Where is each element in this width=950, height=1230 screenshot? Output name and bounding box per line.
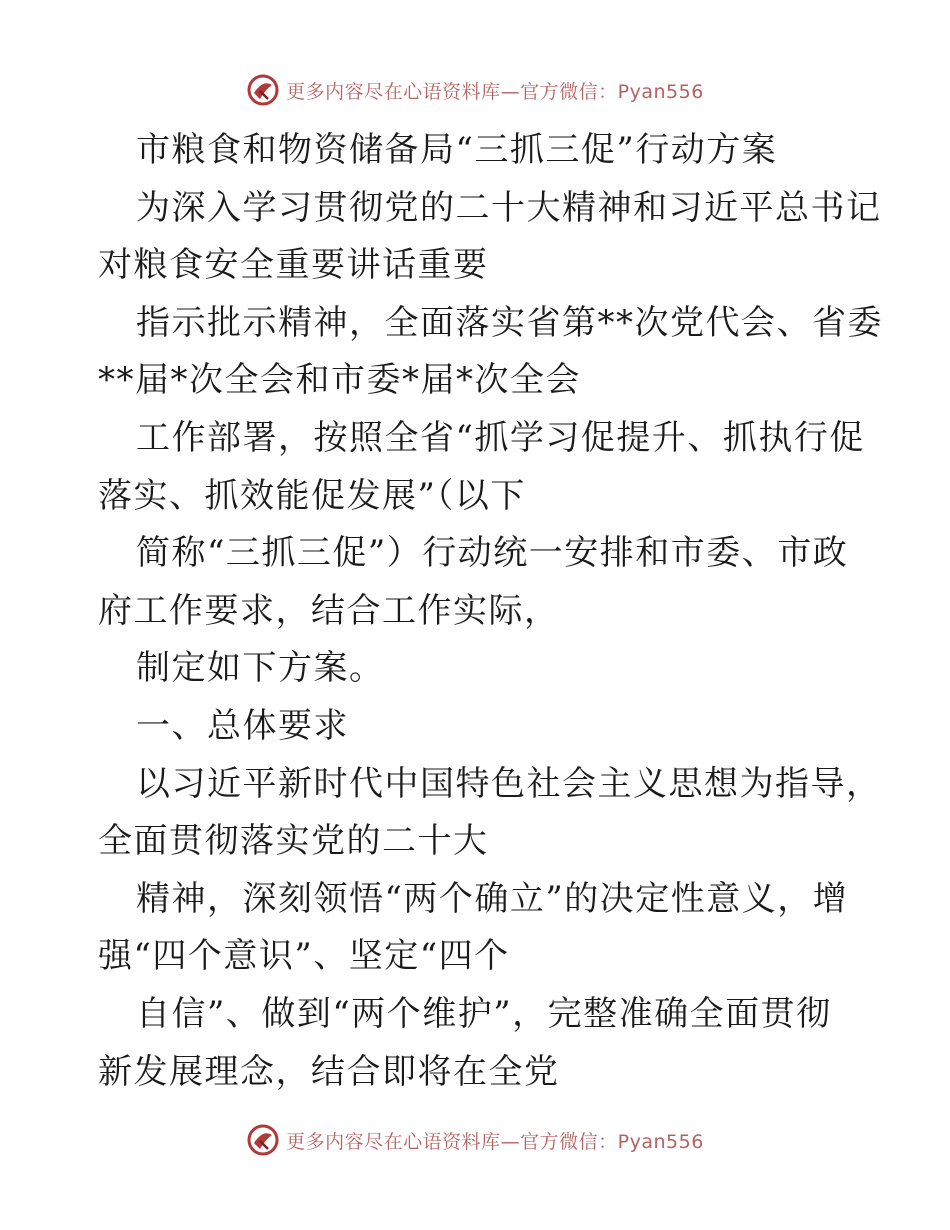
wm-logo-icon [246, 73, 280, 107]
text-line: 指示批示精神，全面落实省第**次党代会、省委 [136, 302, 883, 343]
text-line: 对粮食安全重要讲话重要 [98, 245, 489, 286]
text-line: 府工作要求，结合工作实际， [98, 590, 560, 631]
text-line: **届*次全会和市委*届*次全会 [98, 360, 581, 401]
text-line: 新发展理念，结合即将在全党 [98, 1051, 560, 1092]
text-line: 简称“三抓三促”）行动统一安排和市委、市政 [136, 533, 849, 574]
text-line: 一、总体要求 [136, 705, 349, 746]
text-line: 以习近平新时代中国特色社会主义思想为指导， [136, 763, 882, 804]
text-line: 工作部署，按照全省“抓学习促提升、抓执行促 [136, 417, 865, 458]
watermark-text: 更多内容尽在心语资料库—官方微信：Pyan556 [286, 1130, 704, 1153]
text-line: 全面贯彻落实党的二十大 [98, 821, 489, 862]
text-line: 精神，深刻领悟“两个确立”的决定性意义，增 [136, 878, 849, 919]
text-line: 市粮食和物资储备局“三抓三促”行动方案 [136, 130, 778, 170]
document-body [98, 122, 883, 1101]
text-line: 强“四个意识”、坚定“四个 [98, 936, 510, 977]
wm-logo-icon [246, 1123, 280, 1157]
watermark-footer [0, 1122, 950, 1158]
watermark-header [0, 72, 950, 108]
text-line: 自信”、做到“两个维护”，完整准确全面贯彻 [136, 993, 832, 1034]
text-line: 为深入学习贯彻党的二十大精神和习近平总书记 [136, 187, 882, 228]
watermark-text: 更多内容尽在心语资料库—官方微信：Pyan556 [286, 80, 704, 103]
text-line: 落实、抓效能促发展”（以下 [98, 475, 526, 516]
text-line: 制定如下方案。 [136, 648, 385, 689]
